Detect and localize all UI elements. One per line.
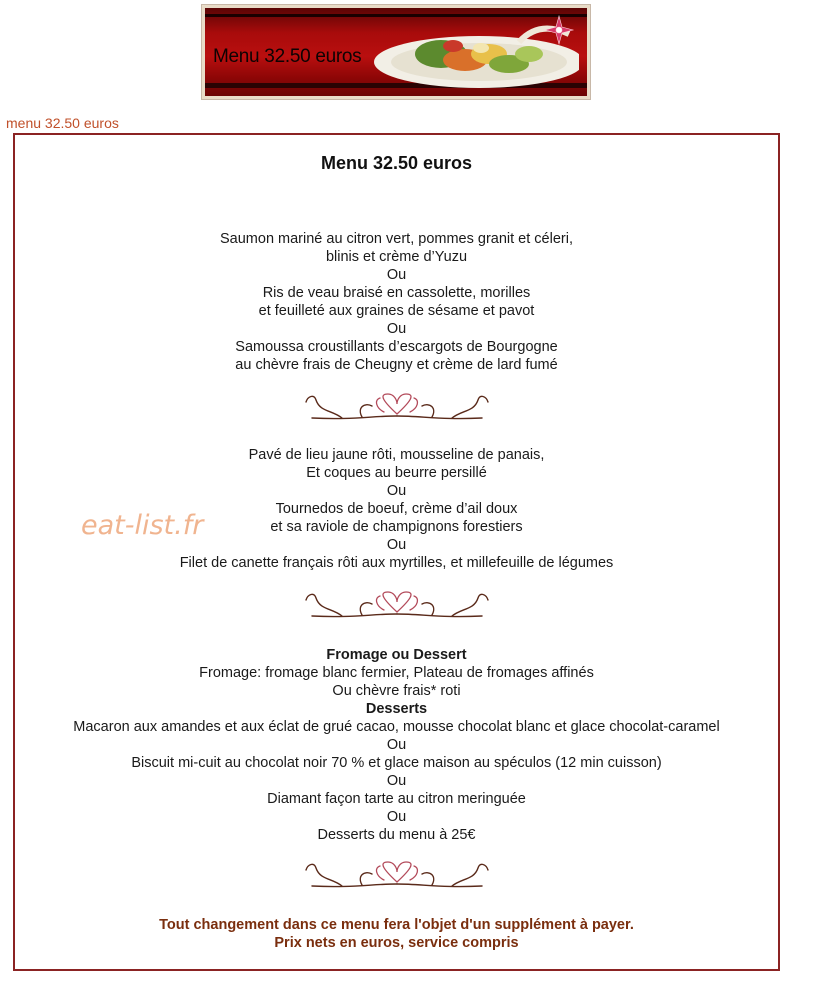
menu-line: Ou xyxy=(386,321,407,337)
desserts-heading: Desserts xyxy=(365,701,428,717)
menu-line: et sa raviole de champignons forestiers xyxy=(270,519,523,535)
footer-line: Tout changement dans ce menu fera l'objet d'un supplément à payer. xyxy=(159,917,634,933)
ornament-divider xyxy=(302,588,492,628)
menu-line: Ou xyxy=(386,483,407,499)
menu-line: Macaron aux amandes et aux éclat de grué cacao, mousse chocolat blanc et glace chocolat-caramel xyxy=(73,719,720,735)
plats-section xyxy=(15,446,778,572)
menu-frame xyxy=(13,133,780,971)
menu-title: Menu 32.50 euros xyxy=(320,153,473,173)
page-caption: menu 32.50 euros xyxy=(6,115,119,131)
menu-footer-note xyxy=(15,916,778,952)
menu-line: Saumon mariné au citron vert, pommes granit et céleri, xyxy=(220,231,573,247)
menu-line: Diamant façon tarte au citron meringuée xyxy=(267,791,526,807)
ornament-divider xyxy=(302,390,492,430)
menu-line: Ou xyxy=(386,773,407,789)
menu-line: et feuilleté aux graines de sésame et pavot xyxy=(258,303,535,319)
menu-line: Et coques au beurre persillé xyxy=(306,465,487,481)
menu-line: Fromage: fromage blanc fermier, Plateau de fromages affinés xyxy=(199,665,594,681)
entrees-section xyxy=(15,230,778,374)
fromage-dessert-section xyxy=(15,646,778,844)
menu-line: Desserts du menu à 25€ xyxy=(317,827,476,843)
menu-line: Biscuit mi-cuit au chocolat noir 70 % et glace maison au spéculos (12 min cuisson) xyxy=(131,755,662,771)
menu-banner-image xyxy=(201,4,591,100)
menu-line: Ou xyxy=(386,737,407,753)
menu-line: Ris de veau braisé en cassolette, morilles xyxy=(262,285,531,301)
watermark-text: eat-list.fr xyxy=(81,510,204,541)
menu-line: Ou xyxy=(386,809,407,825)
food-plate-illustration xyxy=(369,10,579,92)
menu-line: Ou xyxy=(386,267,407,283)
menu-line: Samoussa croustillants d’escargots de Bourgogne xyxy=(235,339,558,355)
ornament-divider xyxy=(302,858,492,898)
menu-line: Ou xyxy=(386,537,407,553)
menu-line: Pavé de lieu jaune rôti, mousseline de panais, xyxy=(248,447,545,463)
menu-line: au chèvre frais de Cheugny et crème de lard fumé xyxy=(235,357,558,373)
menu-line: blinis et crème d’Yuzu xyxy=(325,249,468,265)
fromage-heading: Fromage ou Dessert xyxy=(326,647,467,663)
banner-title: Menu 32.50 euros xyxy=(213,46,362,67)
banner-background xyxy=(205,8,587,96)
menu-line: Filet de canette français rôti aux myrtilles, et millefeuille de légumes xyxy=(179,555,614,571)
menu-line: Ou chèvre frais* roti xyxy=(332,683,461,699)
menu-line: Tournedos de boeuf, crème d’ail doux xyxy=(275,501,518,517)
footer-line: Prix nets en euros, service compris xyxy=(274,935,519,951)
